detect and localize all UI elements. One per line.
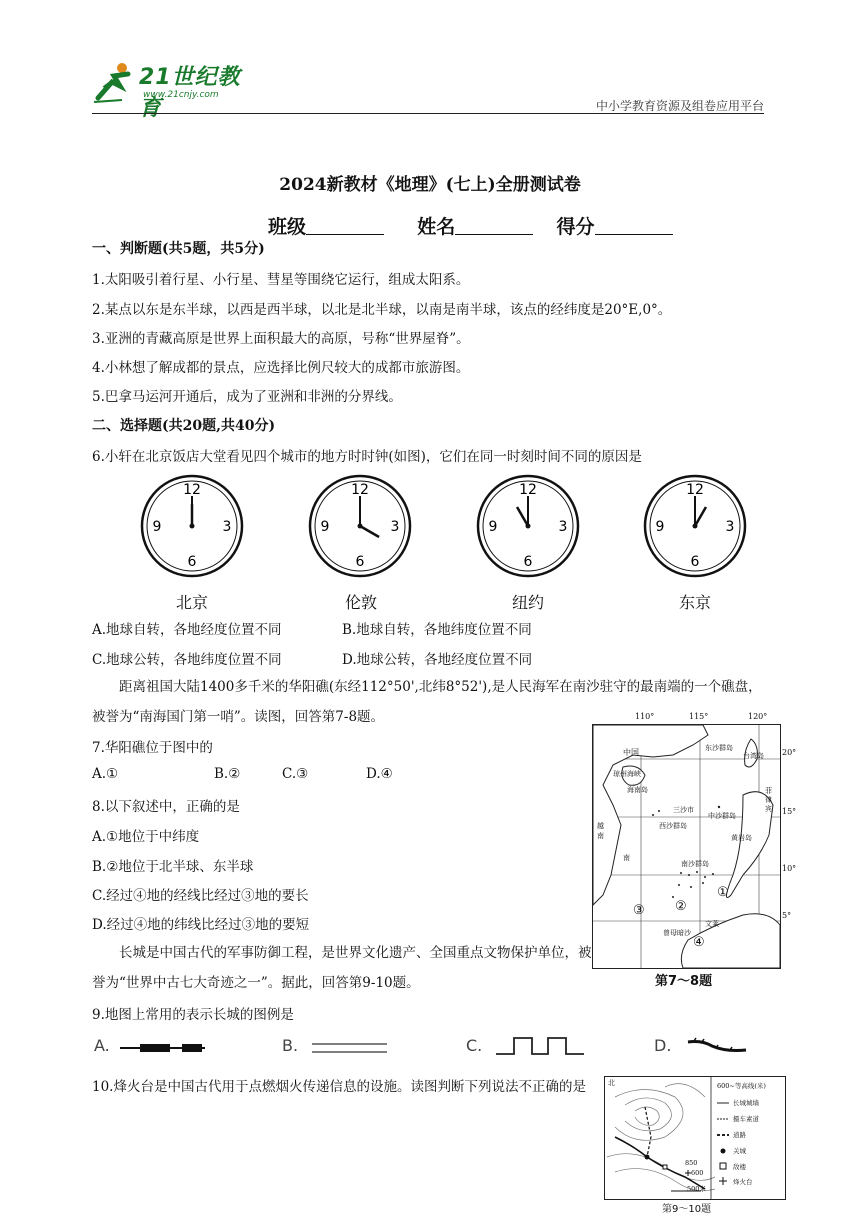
q9-option-b-symbol — [312, 1038, 392, 1058]
question-8: 8.以下叙述中，正确的是 — [92, 799, 240, 815]
q8-option-c: C.经过④地的经线比经过③地的要长 — [92, 888, 309, 904]
q9-option-b-label: B. — [282, 1036, 299, 1055]
clock-center — [358, 524, 363, 529]
legend-road: 道路 — [733, 1131, 746, 1139]
contour-600: 600 — [691, 1169, 704, 1177]
question-1: 1.太阳吸引着行星、小行星、彗星等围绕它运行，组成太阳系。 — [92, 272, 470, 288]
lat-label-10: 10° — [782, 864, 797, 873]
clock-face — [310, 476, 410, 576]
clock-number: 6 — [523, 554, 533, 570]
passage-huayang: 距离祖国大陆1400多千米的华阳礁(东经112°50',北纬8°52'),是人民海军在南沙驻守的最南端的一个礁盘，被誉为“南海国门第一哨”。读图，回答第7-8题。 — [92, 679, 762, 725]
clock-face — [142, 476, 242, 576]
lon-label-120: 120° — [748, 712, 768, 721]
logo-text: 21世纪教育 — [139, 65, 241, 121]
q7-option-d: D.④ — [366, 766, 393, 782]
place-dongsha: 东沙群岛 — [705, 744, 733, 752]
map2-caption: 第9～10题 — [662, 1204, 712, 1215]
question-9: 9.地图上常用的表示长城的图例是 — [92, 1007, 294, 1023]
clock-number: 3 — [390, 519, 400, 535]
q6-option-c: C.地球公转，各地纬度位置不同 — [92, 652, 282, 668]
q6-option-b: B.地球自转，各地纬度位置不同 — [342, 622, 532, 638]
q7-option-a: A.① — [92, 766, 119, 782]
clock-number: 9 — [488, 519, 498, 535]
logo-url: www.21cnjy.com — [143, 90, 219, 100]
clocks-figure — [130, 470, 735, 620]
place-vietnam: 越南 — [597, 822, 604, 840]
class-label: 班级 — [268, 216, 307, 238]
place-china: 中国 — [623, 748, 639, 757]
north-label: 北 — [608, 1079, 615, 1087]
clock-number: 12 — [183, 482, 201, 498]
passage-great-wall: 长城是中国古代的军事防御工程，是世界文化遗产、全国重点文物保护单位，被誉为“世界中古七大奇迹之一”。据此，回答第9-10题。 — [92, 945, 592, 991]
map1-caption: 第7～8题 — [655, 974, 713, 989]
question-7: 7.华阳礁位于图中的 — [92, 740, 213, 756]
clock-number: 3 — [558, 519, 568, 535]
q9-option-d-symbol — [686, 1036, 750, 1058]
marker-2: ② — [675, 899, 687, 914]
clock-label-london: 伦敦 — [344, 593, 377, 612]
section2-heading: 二、选择题(共20题,共40分) — [92, 418, 276, 434]
q9-option-a-symbol — [120, 1038, 210, 1058]
question-6: 6.小轩在北京饭店大堂看见四个城市的地方时时钟(如图)，它们在同一时刻时间不同的原因是 — [92, 449, 642, 465]
score-label: 得分 — [556, 216, 595, 238]
legend-cableway: 摄车素道 — [733, 1115, 759, 1123]
place-qiongzhou: 琼州海峡 — [613, 770, 641, 778]
legend-contour: 600~等高线(米) — [717, 1082, 766, 1090]
legend-pass: 关城 — [733, 1147, 746, 1155]
place-zhongsha: 中沙群岛 — [708, 812, 736, 820]
exam-title: 2024新教材《地理》(七上)全册测试卷 — [279, 175, 581, 195]
place-taiwan: 台湾岛 — [743, 752, 764, 760]
clock-center — [190, 524, 195, 529]
name-label: 姓名 — [417, 216, 456, 238]
place-hainan: 海南岛 — [627, 786, 648, 794]
name-field[interactable] — [455, 216, 533, 235]
lon-label-110: 110° — [635, 712, 655, 721]
great-wall-map — [604, 1076, 784, 1215]
q6-option-d: D.地球公转，各地经度位置不同 — [342, 652, 533, 668]
clock-label-tokyo: 东京 — [678, 593, 711, 612]
q8-option-d: D.经过④地的纬线比经过③地的要短 — [92, 917, 310, 933]
clock-number: 9 — [320, 519, 330, 535]
q9-option-a-label: A. — [94, 1036, 110, 1055]
place-huangyan: 黄岩岛 — [731, 834, 752, 842]
clock-number: 12 — [351, 482, 369, 498]
lat-label-5: 5° — [782, 911, 792, 920]
clock-number: 12 — [686, 482, 704, 498]
place-nansha: 南沙群岛 — [681, 860, 709, 868]
clock-number: 9 — [152, 519, 162, 535]
scale-label: 500米 — [687, 1185, 706, 1193]
lon-label-115: 115° — [689, 712, 709, 721]
q8-option-a: A.①地位于中纬度 — [92, 829, 200, 845]
place-zengmu: 曾母暗沙 — [663, 929, 691, 937]
score-field[interactable] — [595, 216, 673, 235]
class-field[interactable] — [306, 216, 384, 235]
map2-frame — [604, 1076, 786, 1200]
clock-center — [693, 524, 698, 529]
q7-option-c: C.③ — [282, 766, 309, 782]
clock-number: 6 — [187, 554, 197, 570]
runner-logo-icon — [92, 58, 140, 106]
clock-label-newyork: 纽约 — [511, 593, 544, 612]
lat-label-15: 15° — [782, 807, 797, 816]
clock-face — [478, 476, 578, 576]
clock-center — [526, 524, 531, 529]
q8-option-b: B.②地位于北半球、东半球 — [92, 859, 254, 875]
marker-1: ① — [717, 885, 729, 900]
legend-tower: 敌楼 — [733, 1163, 746, 1171]
platform-name: 中小学教育资源及组卷应用平台 — [595, 99, 764, 113]
question-10: 10.烽火台是中国古代用于点燃烟火传递信息的设施。读图判断下列说法不正确的是 — [92, 1079, 586, 1095]
q7-option-b: B.② — [214, 766, 241, 782]
clock-number: 3 — [725, 519, 735, 535]
legend-wall: 长城城墙 — [733, 1099, 759, 1107]
clock-number: 12 — [519, 482, 537, 498]
lat-label-20: 20° — [782, 748, 797, 757]
clock-number: 6 — [690, 554, 700, 570]
clock-face — [645, 476, 745, 576]
question-2: 2.某点以东是东半球，以西是西半球，以北是北半球，以南是南半球，该点的经纬度是20°E,0°。 — [92, 302, 672, 318]
clock-number: 3 — [222, 519, 232, 535]
clock-number: 9 — [655, 519, 665, 535]
question-4: 4.小林想了解成都的景点，应选择比例尺较大的成都市旅游图。 — [92, 360, 470, 376]
student-info-row — [268, 212, 673, 239]
legend-beacon: 烽火台 — [733, 1178, 753, 1186]
q9-option-d-label: D. — [654, 1036, 672, 1055]
place-sansha: 三沙市 — [673, 806, 694, 814]
section1-heading: 一、判断题(共5题，共5分) — [92, 241, 265, 257]
map2-graphic — [605, 1077, 785, 1199]
q9-option-c-symbol — [496, 1034, 588, 1058]
clock-number: 6 — [355, 554, 365, 570]
q9-option-c-label: C. — [466, 1036, 483, 1055]
place-nan: 南 — [623, 854, 630, 862]
marker-4: ④ — [693, 935, 705, 950]
contour-850: 850 — [685, 1159, 698, 1167]
map-frame — [592, 724, 781, 969]
place-philippines: 菲律宾 — [765, 787, 772, 813]
place-brunei: 文莱 — [705, 920, 719, 928]
question-3: 3.亚洲的青藏高原是世界上面积最大的高原，号称“世界屋脊”。 — [92, 331, 470, 347]
question-5: 5.巴拿马运河开通后，成为了亚洲和非洲的分界线。 — [92, 389, 402, 405]
clocks-svg — [130, 470, 735, 582]
site-logo — [92, 58, 262, 121]
q9-options — [92, 1032, 772, 1062]
place-xisha: 西沙群岛 — [659, 822, 687, 830]
q6-option-a: A.地球自转，各地经度位置不同 — [92, 622, 282, 638]
header-divider — [92, 113, 764, 114]
marker-3: ③ — [633, 903, 645, 918]
clock-label-beijing: 北京 — [175, 593, 208, 612]
south-china-sea-map — [585, 712, 800, 992]
